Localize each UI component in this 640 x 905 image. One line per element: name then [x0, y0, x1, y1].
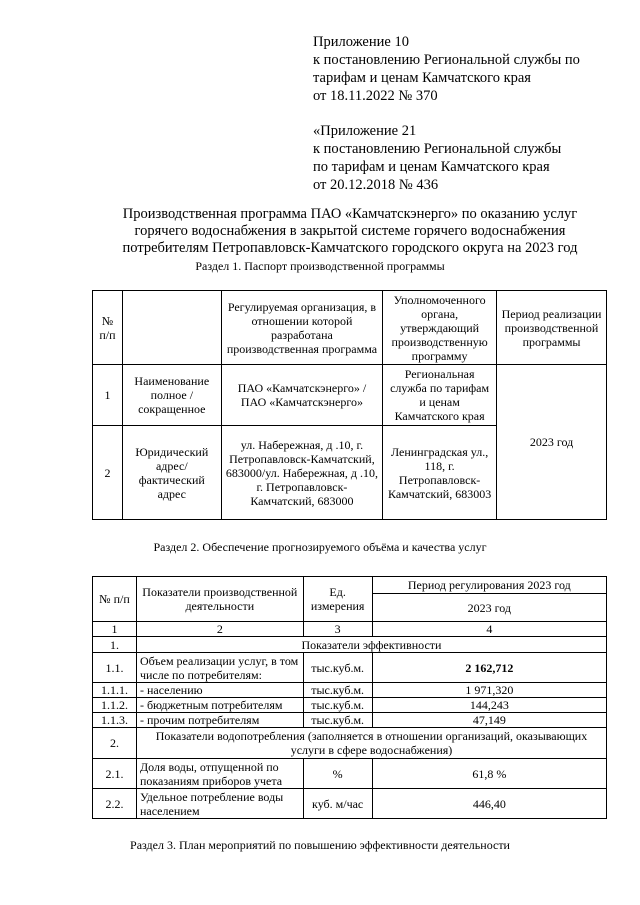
header-unit: Ед. измерения: [303, 577, 372, 622]
header-authority: Уполномоченного органа, утверждающий производственную программу: [383, 291, 497, 365]
header-indicator: Показатели производственной деятельности: [136, 577, 303, 622]
row-num: 1.1.1.: [93, 683, 137, 698]
group-num: 1.: [93, 637, 137, 653]
row-label: - бюджетным потребителям: [136, 698, 303, 713]
row-num: 2: [93, 426, 123, 520]
group-num: 2.: [93, 728, 137, 759]
table-row: [93, 713, 607, 728]
row-org: ПАО «Камчатскэнерго» / ПАО «Камчатскэнерго»: [221, 365, 382, 426]
row-unit: %: [303, 759, 372, 789]
annex10-block: [313, 33, 580, 105]
passport-header-row: [93, 291, 607, 365]
title-line: потребителям Петропавловск-Камчатского городского округа на 2023 год: [122, 240, 578, 256]
period-value: 2023 год: [497, 365, 607, 520]
col-number: 1: [93, 622, 137, 637]
annex21-line: к постановлению Региональной службы: [313, 141, 562, 157]
header-year: 2023 год: [372, 594, 606, 622]
row-num: 1.1.2.: [93, 698, 137, 713]
col-number: 2: [136, 622, 303, 637]
row-value: 61,8 %: [372, 759, 606, 789]
table-row: [93, 789, 607, 819]
row-authority: Ленинградская ул., 118, г. Петропавловск-Камчатский, 683003: [383, 426, 497, 520]
col-number: 3: [303, 622, 372, 637]
row-unit: тыс.куб.м.: [303, 713, 372, 728]
header-row: [93, 577, 607, 594]
title-line: Производственная программа ПАО «Камчатскэнерго» по оказанию услуг: [122, 206, 578, 222]
table-row: [93, 683, 607, 698]
passport-row: [93, 365, 607, 426]
table-row: [93, 698, 607, 713]
group-row: [93, 637, 607, 653]
table-row: [93, 759, 607, 789]
annex21-line: по тарифам и ценам Камчатского края: [313, 159, 550, 175]
header-org: Регулируемая организация, в отношении которой разработана производственная программа: [221, 291, 382, 365]
row-label: Объем реализации услуг, в том числе по потребителям:: [136, 653, 303, 683]
annex10-line: к постановлению Региональной службы по: [313, 52, 580, 68]
group-label: Показатели водопотребления (заполняется в отношении организаций, оказывающих услуги в сфере водоснабжения): [136, 728, 606, 759]
row-label: Наименование полное / сокращенное: [122, 365, 221, 426]
annex10-line: тарифам и ценам Камчатского края: [313, 70, 531, 86]
row-label: Удельное потребление воды населением: [136, 789, 303, 819]
row-num: 2.1.: [93, 759, 137, 789]
row-label: Доля воды, отпущенной по показаниям приборов учета: [136, 759, 303, 789]
indicators-table: [92, 576, 607, 819]
section2-title: Раздел 2. Обеспечение прогнозируемого объёма и качества услуг: [153, 540, 487, 554]
header-num: № п/п: [93, 291, 123, 365]
col-number: 4: [372, 622, 606, 637]
row-num: 1: [93, 365, 123, 426]
row-authority: Региональная служба по тарифам и ценам Камчатского края: [383, 365, 497, 426]
group-label: Показатели эффективности: [136, 637, 606, 653]
title-line: горячего водоснабжения в закрытой системе горячего водоснабжения: [134, 223, 566, 239]
header-period: Период регулирования 2023 год: [372, 577, 606, 594]
row-num: 1.1.: [93, 653, 137, 683]
row-value: 446,40: [372, 789, 606, 819]
header-num: № п/п: [93, 577, 137, 622]
row-value: 144,243: [372, 698, 606, 713]
group-row: [93, 728, 607, 759]
annex10-line: от 18.11.2022 № 370: [313, 88, 438, 104]
column-numbers-row: [93, 622, 607, 637]
section1-title: Раздел 1. Паспорт производственной программы: [195, 259, 445, 273]
row-unit: тыс.куб.м.: [303, 653, 372, 683]
row-value: 2 162,712: [372, 653, 606, 683]
table-row: [93, 653, 607, 683]
row-label: - прочим потребителям: [136, 713, 303, 728]
row-num: 1.1.3.: [93, 713, 137, 728]
section3-title: Раздел 3. План мероприятий по повышению эффективности деятельности: [130, 838, 510, 852]
annex21-line: от 20.12.2018 № 436: [313, 177, 439, 193]
row-num: 2.2.: [93, 789, 137, 819]
row-org: ул. Набережная, д .10, г. Петропавловск-Камчатский, 683000/ул. Набережная, д .10, г. Петропавловск-Камчатский, 683000: [221, 426, 382, 520]
row-label: - населению: [136, 683, 303, 698]
annex21-block: [313, 122, 561, 194]
header-period: Период реализации производственной программы: [497, 291, 607, 365]
row-label: Юридический адрес/фактический адрес: [122, 426, 221, 520]
row-unit: куб. м/час: [303, 789, 372, 819]
header-empty: [122, 291, 221, 365]
annex21-line: «Приложение 21: [313, 123, 417, 139]
row-value: 1 971,320: [372, 683, 606, 698]
passport-table: [92, 290, 607, 520]
document-title: [90, 206, 610, 257]
annex10-line: Приложение 10: [313, 34, 409, 50]
row-value: 47,149: [372, 713, 606, 728]
row-unit: тыс.куб.м.: [303, 698, 372, 713]
row-unit: тыс.куб.м.: [303, 683, 372, 698]
